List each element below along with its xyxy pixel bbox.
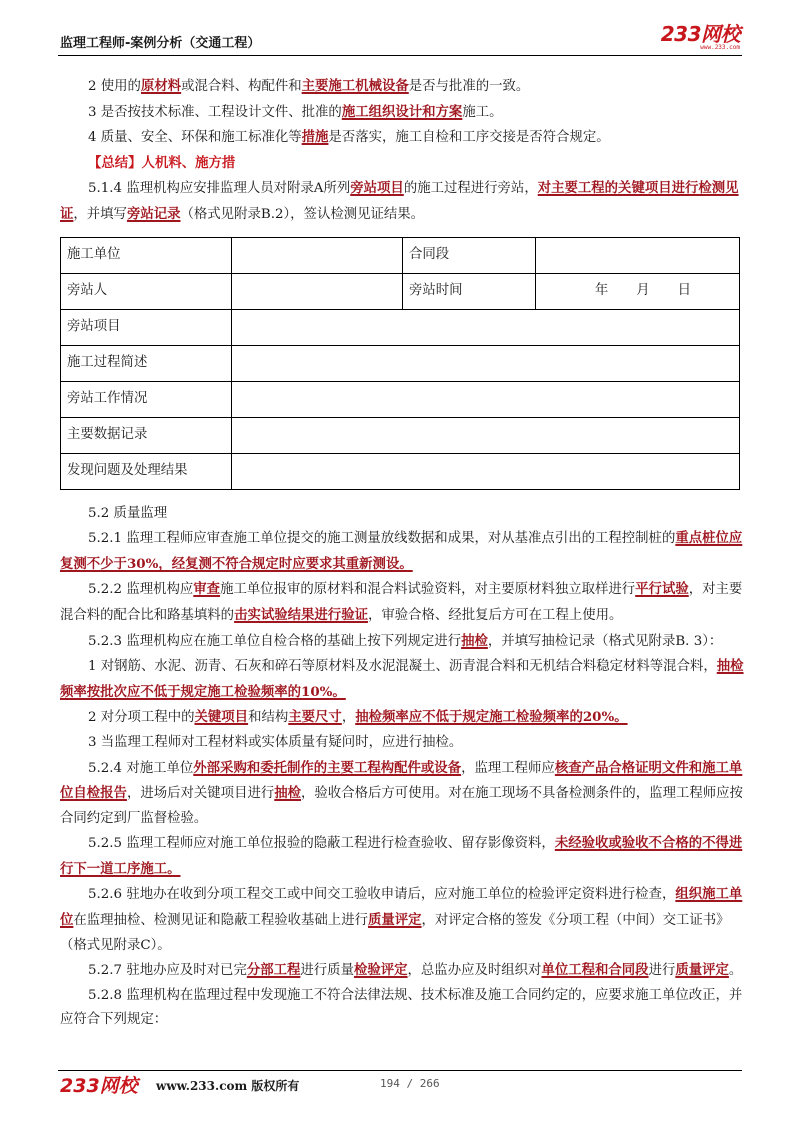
inspection-record-form bbox=[60, 237, 740, 490]
form-field-project[interactable] bbox=[232, 309, 740, 345]
section-5-2-2: 5.2.2 监理机构应审查施工单位报审的原材料和混合料试验资料，对主要原材料独立取样进行平行试验，对主要混合料的配合比和路基填料的击实试验结果进行验证，审验合格、经批复后方可在工程上使用。 bbox=[60, 581, 743, 623]
section-5-2-3-item-1: 1 对钢筋、水泥、沥青、石灰和碎石等原材料及水泥混凝土、沥青混合料和无机结合料稳定材料等混合料，抽检频率按批次应不低于规定施工检验频率的10%。 bbox=[60, 658, 744, 700]
section-5-2-title: 5.2 质量监理 bbox=[88, 505, 168, 521]
form-label: 旁站工作情况 bbox=[61, 381, 232, 417]
section-5-2-5: 5.2.5 监理工程师应对施工单位报验的隐蔽工程进行检查验收、留存影像资料，未经验收或验收不合格的不得进行下一道工序施工。 bbox=[60, 835, 743, 877]
form-field-person[interactable] bbox=[232, 273, 403, 309]
page-number: 194 / 266 bbox=[380, 1077, 440, 1090]
document-body bbox=[60, 74, 744, 1033]
form-row bbox=[61, 453, 740, 489]
brand-logo[interactable] bbox=[661, 24, 740, 51]
section-5-2-6: 5.2.6 驻地办在收到分项工程交工或中间交工验收申请后，应对施工单位的检验评定资料进行检查，组织施工单位在监理抽检、检测见证和隐蔽工程验收基础上进行质量评定，对评定合格的签发《分项工程（中间）交工证书》（格式见附录C）。 bbox=[60, 886, 743, 953]
form-row bbox=[61, 345, 740, 381]
item-3: 3 是否按技术标准、工程设计文件、批准的施工组织设计和方案施工。 bbox=[88, 103, 503, 120]
form-label: 合同段 bbox=[403, 237, 536, 273]
section-5-2-4: 5.2.4 对施工单位外部采购和委托制作的主要工程构配件或设备，监理工程师应核查产品合格证明文件和施工单位自检报告，进场后对关键项目进行抽检，验收合格后方可使用。对在施工现场不具备检测条件的，监理工程师应按合同约定到厂监督检验。 bbox=[60, 759, 743, 826]
form-row bbox=[61, 381, 740, 417]
page-header bbox=[60, 22, 740, 54]
form-label: 旁站人 bbox=[61, 273, 232, 309]
logo-url: www.233.com bbox=[700, 44, 740, 51]
form-label: 施工单位 bbox=[61, 237, 232, 273]
item-2: 2 使用的原材料或混合料、构配件和主要施工机械设备是否与批准的一致。 bbox=[88, 78, 530, 94]
form-field-issue[interactable] bbox=[232, 453, 740, 489]
form-field-data[interactable] bbox=[232, 417, 740, 453]
form-row bbox=[61, 309, 740, 345]
item-4: 4 质量、安全、环保和施工标准化等措施是否落实，施工自检和工序交接是否符合规定。 bbox=[88, 129, 610, 146]
summary-note: 【总结】人机料、施方措 bbox=[88, 154, 236, 171]
form-field-contract[interactable] bbox=[536, 237, 740, 273]
section-5-2-7: 5.2.7 驻地办应及时对已完分部工程进行质量检验评定，总监办应及时组织对单位工程和合同段进行质量评定。 bbox=[88, 962, 743, 979]
section-5-1-4: 5.1.4 监理机构应安排监理人员对附录A所列旁站项目的施工过程进行旁站，对主要工程的关键项目进行检测见证，并填写旁站记录（格式见附录B.2），签认检测见证结果。 bbox=[60, 180, 739, 222]
section-5-2-1: 5.2.1 监理工程师应审查施工单位提交的施工测量放线数据和成果，对从基准点引出的工程控制桩的重点桩位应复测不少于30%，经复测不符合规定时应要求其重新测设。 bbox=[60, 530, 743, 572]
section-5-2-3-item-2: 2 对分项工程中的关键项目和结构主要尺寸，抽检频率应不低于规定施工检验频率的20%。 bbox=[88, 709, 628, 726]
form-field-unit[interactable] bbox=[232, 237, 403, 273]
form-label: 施工过程简述 bbox=[61, 345, 232, 381]
form-label: 发现问题及处理结果 bbox=[61, 453, 232, 489]
form-label: 主要数据记录 bbox=[61, 417, 232, 453]
form-row bbox=[61, 237, 740, 273]
section-5-2-8: 5.2.8 监理机构在监理过程中发现施工不符合法律法规、技术标准及施工合同约定的，应要求施工单位改正，并应符合下列规定： bbox=[60, 987, 743, 1028]
header-divider bbox=[58, 55, 742, 56]
form-label: 旁站时间 bbox=[403, 273, 536, 309]
header-title: 监理工程师-案例分析（交通工程） bbox=[60, 36, 261, 51]
section-5-2-3: 5.2.3 监理机构应在施工单位自检合格的基础上按下列规定进行抽检，并填写抽检记录（格式见附录B. 3）： bbox=[88, 632, 723, 649]
form-label: 旁站项目 bbox=[61, 309, 232, 345]
page-footer bbox=[60, 1071, 740, 1097]
form-field-process[interactable] bbox=[232, 345, 740, 381]
footer-logo[interactable]: 233网校 bbox=[60, 1075, 138, 1097]
form-row bbox=[61, 273, 740, 309]
logo-text: 233网校 bbox=[660, 22, 740, 46]
form-row bbox=[61, 417, 740, 453]
form-field-date[interactable]: 年 月 日 bbox=[536, 273, 740, 309]
footer-site[interactable]: www.233.com 版权所有 bbox=[156, 1079, 300, 1093]
section-5-2-3-item-3: 3 当监理工程师对工程材料或实体质量有疑问时，应进行抽检。 bbox=[88, 734, 463, 750]
form-field-work[interactable] bbox=[232, 381, 740, 417]
